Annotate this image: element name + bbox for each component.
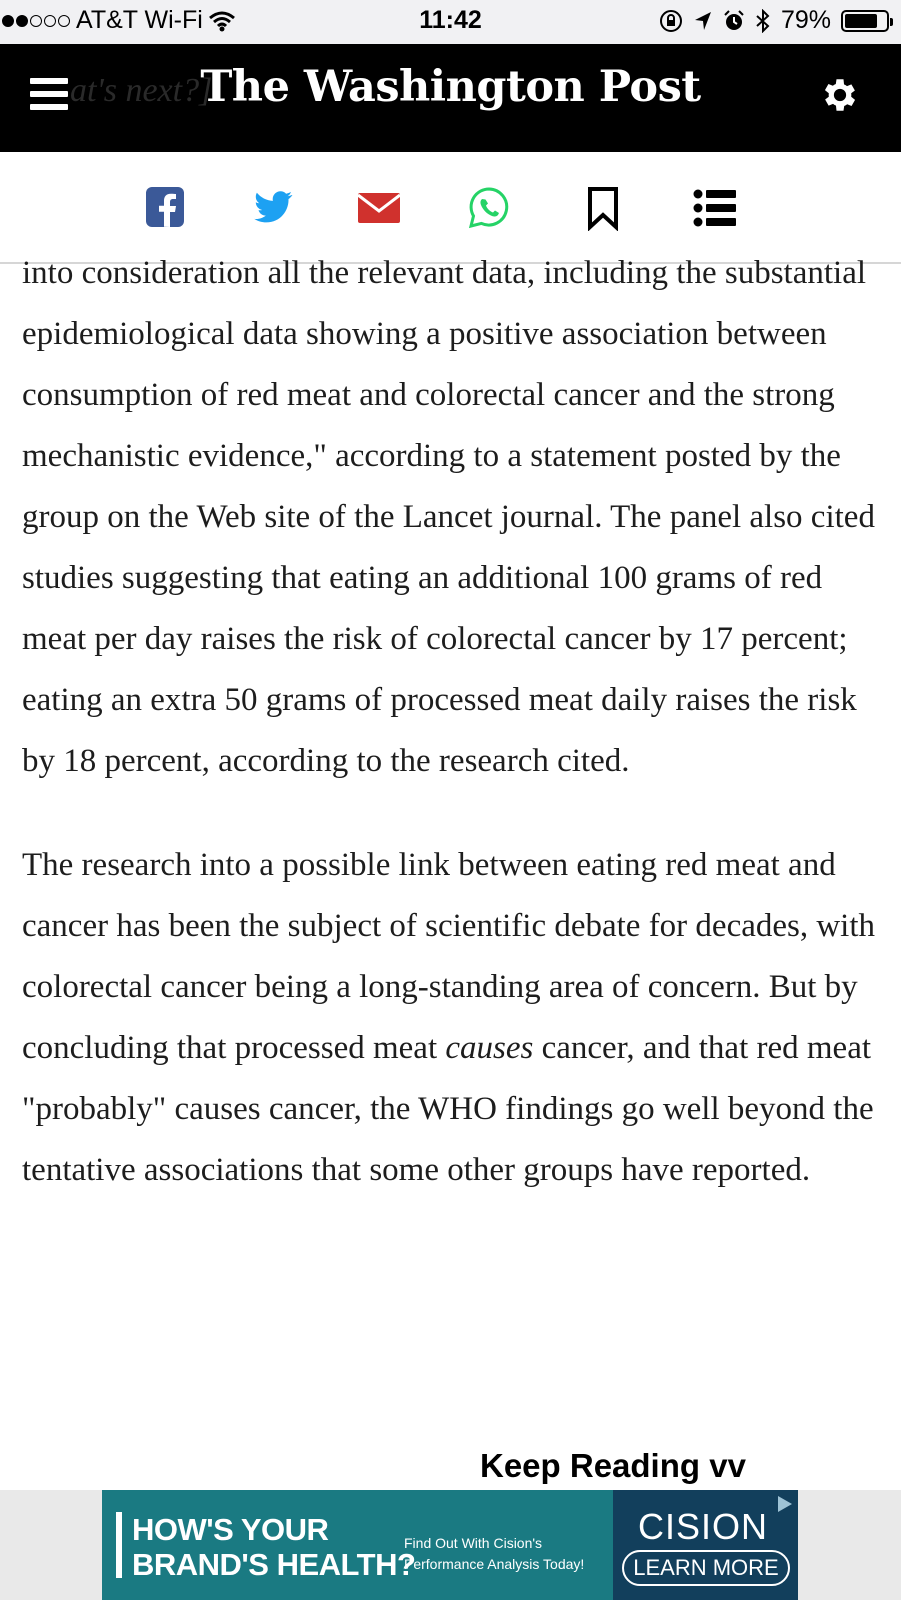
carrier-label: AT&T Wi-Fi [76, 6, 203, 34]
gear-icon[interactable] [819, 74, 861, 116]
emphasis-text: causes [445, 1030, 534, 1066]
status-bar [0, 0, 901, 44]
clock: 11:42 [419, 6, 482, 34]
ad-headline: BRAND'S HEALTH? [132, 1547, 416, 1582]
paragraph-text: The research into a possible link between eating red meat and cancer has been the subject of scientific debate for decades, with colorectal cancer being a long-standing area of concern. But by concluding that processed meat [22, 847, 876, 1066]
list-icon[interactable] [692, 185, 738, 231]
ad-brand-name: CISION [637, 1506, 768, 1547]
ad-choices-icon[interactable] [774, 1494, 794, 1514]
rotation-lock-icon [659, 9, 683, 33]
site-header [0, 44, 901, 152]
whatsapp-icon[interactable] [466, 185, 512, 231]
alarm-icon [723, 10, 745, 32]
article-paragraph [22, 835, 882, 1201]
paragraph-text: cancer, and that red meat "probably" causes cancer, the WHO findings go well beyond the tentative associations that some other groups have reported. [22, 1030, 874, 1188]
battery-percent: 79% [780, 6, 831, 34]
ad-subtext: Performance Analysis Today! [404, 1556, 585, 1572]
ad-subtext: Find Out With Cision's [404, 1535, 543, 1551]
battery-icon [841, 10, 889, 32]
article-paragraph: into consideration all the relevant data, including the substantial epidemiological data showing a positive association between consumption of red meat and colorectal cancer and the strong mechanistic evidence," according to a statement posted by the group on the Web site of the Lancet journal. The panel also cited studies suggesting that eating an additional 100 grams of red meat per day raises the risk of colorectal cancer by 17 percent; eating an extra 50 grams of processed meat daily raises the risk by 18 percent, according to the research cited. [22, 255, 875, 779]
ad-headline: HOW'S YOUR [132, 1512, 329, 1547]
article-body [22, 243, 882, 1244]
ad-thermometer-icon [116, 1512, 122, 1578]
bookmark-icon[interactable] [580, 185, 626, 231]
masthead-logo[interactable]: The Washington Post [200, 62, 701, 112]
status-right [659, 6, 889, 35]
ad-container [0, 1490, 901, 1600]
location-icon [693, 10, 713, 32]
email-icon[interactable] [356, 185, 402, 231]
facebook-icon[interactable] [144, 185, 190, 231]
twitter-icon[interactable] [250, 185, 296, 231]
header-ghost-text: at's next?] [70, 72, 213, 109]
keep-reading-link[interactable]: Keep Reading vv [480, 1447, 746, 1484]
bluetooth-icon [755, 9, 771, 33]
banner-ad[interactable] [102, 1490, 798, 1600]
ad-learn-more-button[interactable]: LEARN MORE [622, 1550, 790, 1586]
